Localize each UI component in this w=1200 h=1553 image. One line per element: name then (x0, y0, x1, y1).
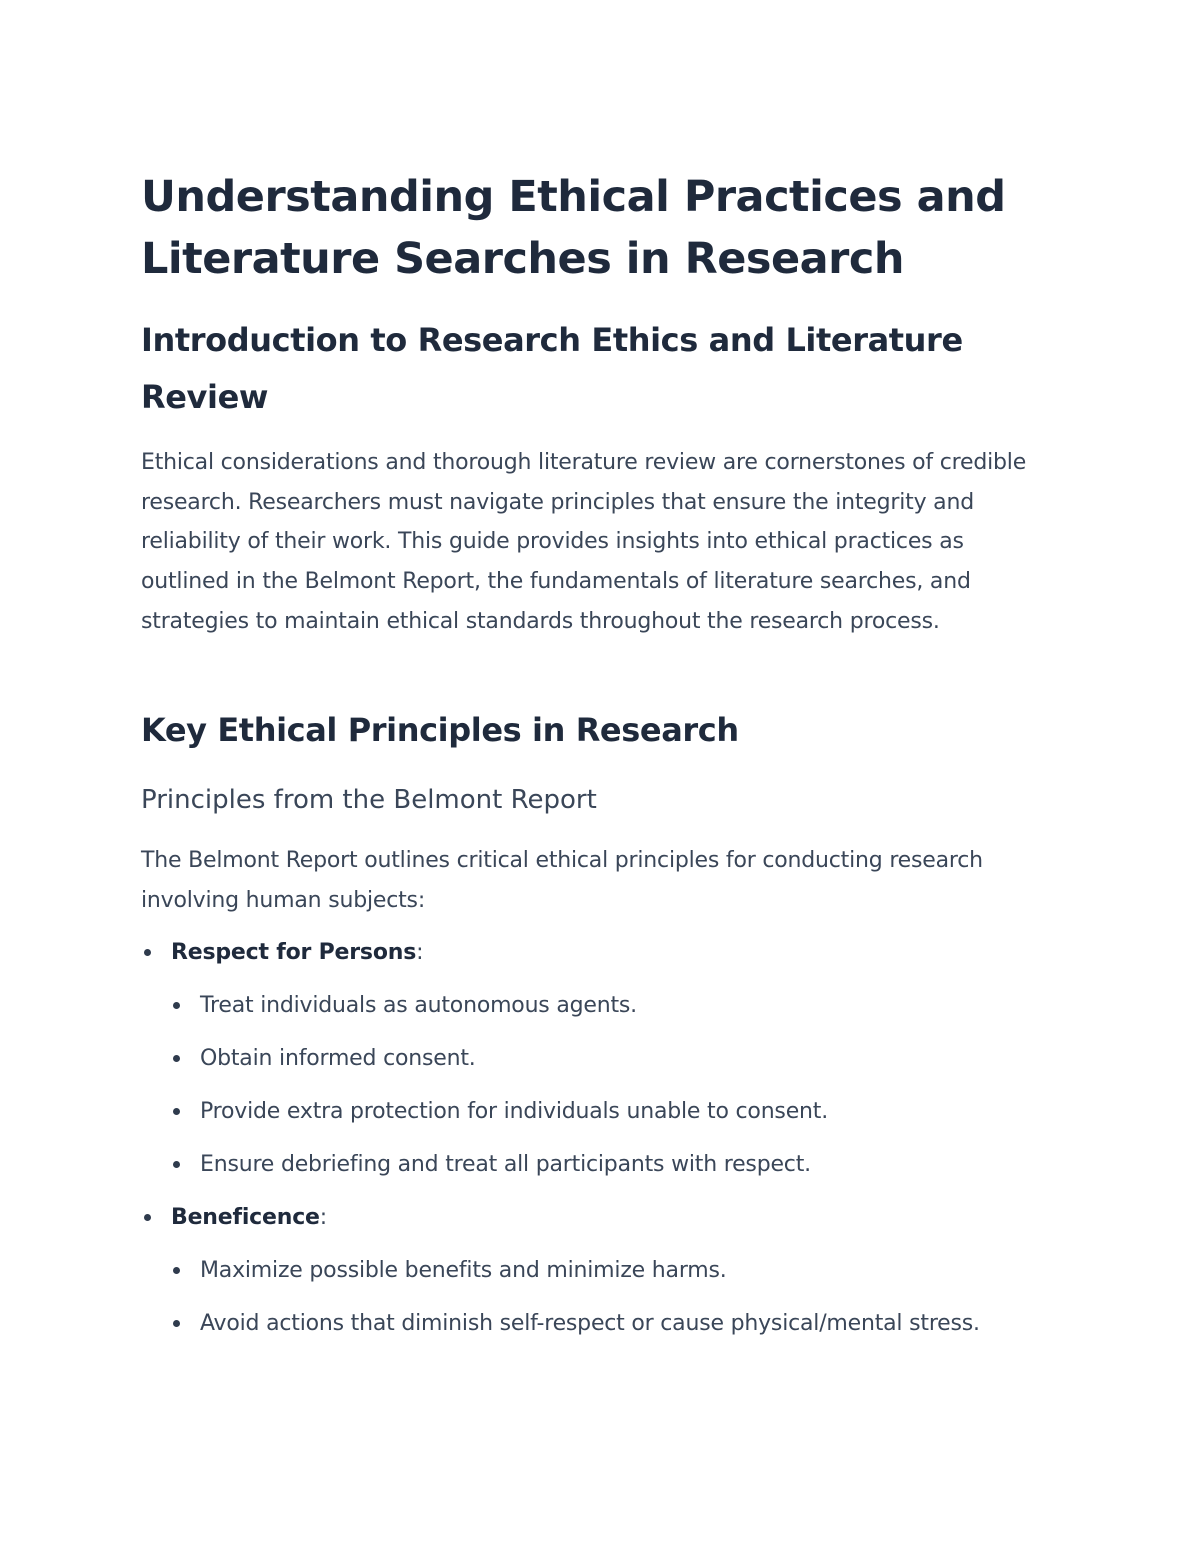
section-heading-introduction: Introduction to Research Ethics and Literature Review (141, 321, 963, 416)
bullet-icon (173, 1161, 180, 1168)
principle-label: Beneficence (171, 1205, 320, 1230)
list-item: Avoid actions that diminish self-respect or cause physical/mental stress. (200, 1304, 1030, 1344)
bullet-icon (173, 1108, 180, 1115)
principle-suffix: : (319, 1205, 327, 1230)
list-item: Treat individuals as autonomous agents. (200, 986, 637, 1026)
bullet-icon (144, 949, 151, 956)
bullet-icon (173, 1267, 180, 1274)
list-item-respect-for-persons (171, 933, 423, 973)
bullet-icon (144, 1214, 151, 1221)
list-item: Ensure debriefing and treat all participants with respect. (200, 1145, 811, 1185)
list-item: Maximize possible benefits and minimize harms. (200, 1251, 727, 1291)
bullet-icon (173, 1002, 180, 1009)
bullet-icon (173, 1320, 180, 1327)
principle-label: Respect for Persons (171, 940, 417, 965)
subheading-belmont-report: Principles from the Belmont Report (141, 785, 597, 815)
belmont-intro-paragraph: The Belmont Report outlines critical ethical principles for conducting research involving human subjects: (141, 848, 983, 913)
section-heading-key-principles: Key Ethical Principles in Research (141, 711, 739, 749)
list-item: Provide extra protection for individuals unable to consent. (200, 1092, 828, 1132)
list-item-beneficence (171, 1198, 327, 1238)
introduction-paragraph: Ethical considerations and thorough literature review are cornerstones of credible research. Researchers must navigate principles that ensure the integrity and reliability of their work. This guide provides insights into ethical practices as outlined in the Belmont Report, the fundamentals of literature searches, and strategies to maintain ethical standards throughout the research process. (141, 450, 1027, 634)
document-title: Understanding Ethical Practices and Literature Searches in Research (141, 172, 1006, 284)
principle-suffix: : (416, 940, 424, 965)
bullet-icon (173, 1055, 180, 1062)
list-item: Obtain informed consent. (200, 1039, 476, 1079)
